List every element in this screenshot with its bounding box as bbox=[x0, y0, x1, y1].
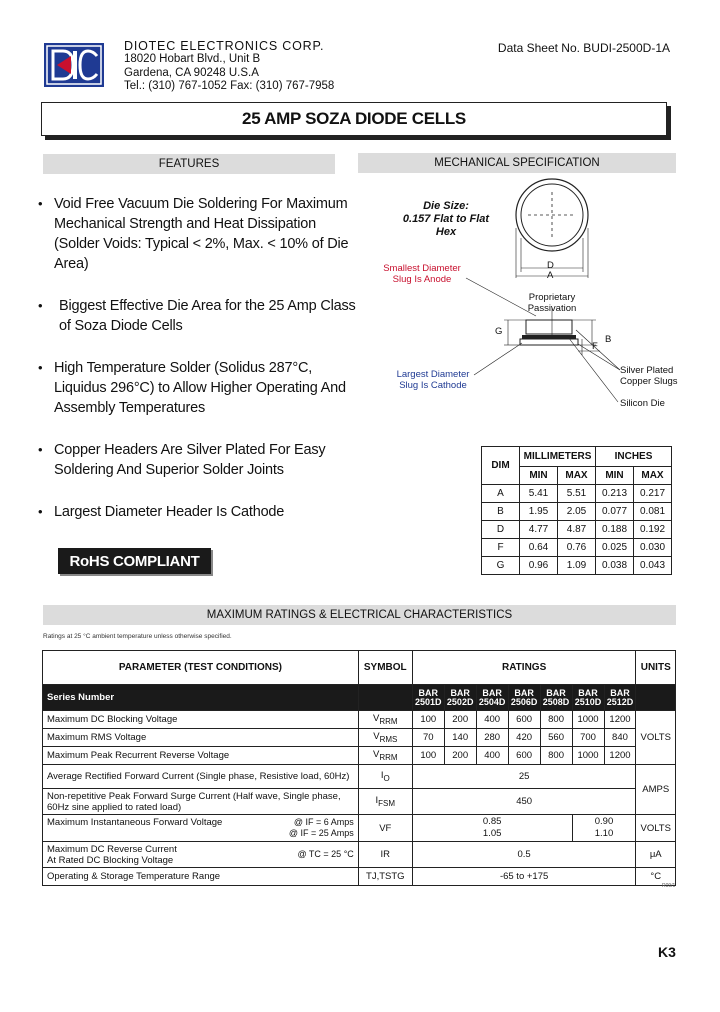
title-box bbox=[41, 102, 667, 136]
address-line-1: 18020 Hobart Blvd., Unit B bbox=[124, 53, 261, 66]
table-row: Maximum DC Blocking Voltage $V_{RRM}$ 100 200 400 600 800 1000 1200 VOLTS bbox=[43, 711, 676, 729]
dim-label-g: G bbox=[495, 326, 503, 337]
volts-unit: VOLTS bbox=[636, 711, 676, 765]
dim-label-f: F bbox=[592, 341, 598, 352]
dimension-table bbox=[481, 446, 672, 575]
feature-item: • High Temperature Solder (Solidus 287°C, Liquidus 296°C) to Allow Higher Operating And Assembly Temperatures bbox=[38, 360, 346, 416]
units-header: UNITS bbox=[636, 651, 676, 685]
ratings-note: Ratings at 25 °C ambient temperature unless otherwise specified. bbox=[43, 633, 232, 640]
param-header: PARAMETER (TEST CONDITIONS) bbox=[43, 651, 359, 685]
rohs-badge: RoHS COMPLIANT bbox=[58, 548, 211, 574]
bullet-icon: • bbox=[38, 298, 43, 313]
dim-label-d: D bbox=[547, 260, 554, 271]
bullet-icon: • bbox=[38, 504, 43, 519]
bullet-icon: • bbox=[38, 360, 43, 375]
max-header: MAX bbox=[634, 467, 672, 485]
mm-header: MILLIMETERS bbox=[520, 447, 596, 467]
part-number: BAR 2510D bbox=[572, 685, 604, 711]
page-title: 25 AMP SOZA DIODE CELLS bbox=[242, 109, 466, 128]
dim-label-a: A bbox=[547, 270, 554, 281]
part-number: BAR 2502D bbox=[444, 685, 476, 711]
datasheet-number: Data Sheet No. BUDI-2500D-1A bbox=[497, 41, 670, 55]
feature-item: • Largest Diameter Header Is Cathode bbox=[38, 504, 285, 520]
feature-item: • Copper Headers Are Silver Plated For Easy Soldering And Superior Solder Joints bbox=[38, 442, 326, 478]
table-row: @ IF = 6 Amps @ IF = 25 Amps Maximum Instantaneous Forward Voltage VF 0.85 1.05 0.90 1.10 VOLTS bbox=[43, 815, 676, 842]
ratings-heading: MAXIMUM RATINGS & ELECTRICAL CHARACTERISTICS bbox=[43, 605, 676, 625]
table-row: D 4.77 4.87 0.188 0.192 bbox=[482, 521, 672, 539]
revision-code: R09/1 bbox=[662, 883, 676, 889]
silicon-die-label: Silicon Die bbox=[620, 398, 665, 409]
max-header: MAX bbox=[558, 467, 596, 485]
feature-item: • Biggest Effective Die Area for the 25 Amp Class of Soza Diode Cells bbox=[38, 298, 356, 334]
anode-label: Smallest Diameter Slug Is Anode bbox=[383, 263, 461, 285]
dim-header: DIM bbox=[482, 447, 520, 485]
part-number: BAR 2501D bbox=[412, 685, 444, 711]
address-line-2: Gardena, CA 90248 U.S.A bbox=[124, 66, 259, 79]
part-number: BAR 2506D bbox=[508, 685, 540, 711]
ratings-table bbox=[42, 650, 676, 886]
svg-text:DIC: DIC bbox=[74, 87, 76, 88]
table-row: A 5.41 5.51 0.213 0.217 bbox=[482, 485, 672, 503]
page-code: K3 bbox=[658, 944, 676, 960]
part-number: BAR 2512D bbox=[604, 685, 636, 711]
dim-label-b: B bbox=[605, 334, 612, 345]
company-logo bbox=[43, 42, 105, 88]
table-row: Average Rectified Forward Current (Single phase, Resistive load, 60Hz) $I_O$ 25 AMPS bbox=[43, 765, 676, 789]
die-size-label: Die Size: 0.157 Flat to Flat Hex bbox=[402, 200, 490, 238]
table-row: @ TC = 25 °C Maximum DC Reverse Current At Rated DC Blocking Voltage IR 0.5 μA bbox=[43, 842, 676, 868]
mechanical-heading: MECHANICAL SPECIFICATION bbox=[358, 153, 676, 173]
min-header: MIN bbox=[596, 467, 634, 485]
min-header: MIN bbox=[520, 467, 558, 485]
table-row: Maximum RMS Voltage $V_{RMS}$ 70 140 280 420 560 700 840 bbox=[43, 729, 676, 747]
table-row: Operating & Storage Temperature Range TJ,TSTG -65 to +175 °C bbox=[43, 868, 676, 886]
table-row: Maximum Peak Recurrent Reverse Voltage $V_{RRM}$ 100 200 400 600 800 1000 1200 bbox=[43, 747, 676, 765]
features-heading: FEATURES bbox=[43, 154, 335, 174]
company-name: DIOTEC ELECTRONICS CORP. bbox=[124, 39, 325, 53]
feature-item: • Void Free Vacuum Die Soldering For Maximum Mechanical Strength and Heat Dissipation (Solder Voids: Typical < 2%, Max. < 10% of Die Area) bbox=[38, 196, 349, 272]
series-row bbox=[43, 685, 676, 711]
copper-slugs-label: Silver Plated Copper Slugs bbox=[620, 365, 678, 387]
bullet-icon: • bbox=[38, 442, 43, 457]
ratings-header: RATINGS bbox=[412, 651, 636, 685]
table-row: B 1.95 2.05 0.077 0.081 bbox=[482, 503, 672, 521]
bullet-icon: • bbox=[38, 196, 43, 211]
passivation-label: Proprietary Passivation bbox=[527, 292, 577, 314]
company-info bbox=[124, 40, 334, 94]
series-label: Series Number bbox=[43, 685, 359, 711]
part-number: BAR 2504D bbox=[476, 685, 508, 711]
table-row: Non-repetitive Peak Forward Surge Current (Half wave, Single phase, 60Hz sine applied to rated load) $I_{FSM}$ 450 bbox=[43, 789, 676, 815]
mechanical-diagram bbox=[356, 178, 686, 418]
part-number: BAR 2508D bbox=[540, 685, 572, 711]
table-row: F 0.64 0.76 0.025 0.030 bbox=[482, 539, 672, 557]
symbol-header: SYMBOL bbox=[358, 651, 412, 685]
inch-header: INCHES bbox=[596, 447, 672, 467]
table-row: G 0.96 1.09 0.038 0.043 bbox=[482, 557, 672, 575]
cathode-label: Largest Diameter Slug Is Cathode bbox=[396, 369, 470, 391]
amps-unit: AMPS bbox=[636, 765, 676, 815]
phone-line: Tel.: (310) 767-1052 Fax: (310) 767-7958 bbox=[124, 80, 335, 93]
